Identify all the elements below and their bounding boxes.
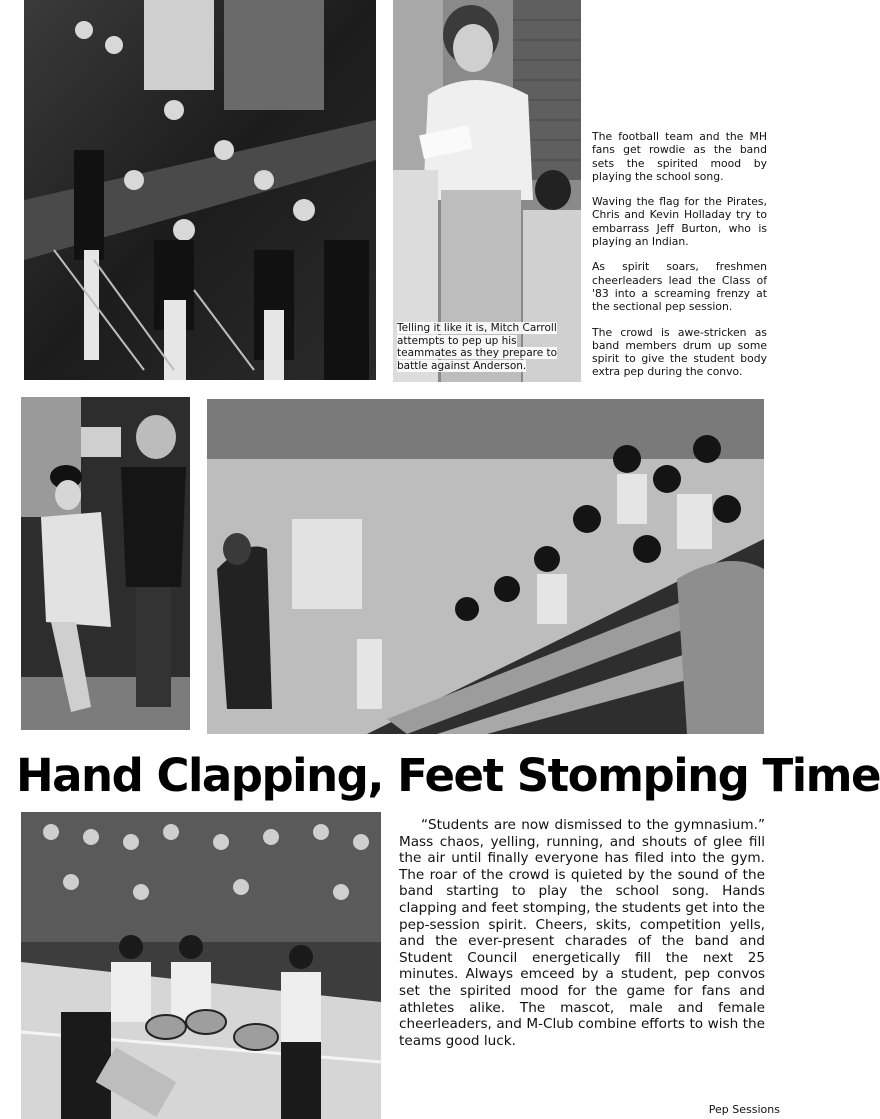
body-paragraph: “Students are now dismissed to the gymnasium.” Mass chaos, yelling, running, and shouts of glee fill the air until finally everyone has filed into the gym. The roar of the crowd is quieted by the sound of the band starting to play the school song. Hands clapping and feet stomping, the students get into the pep-session spirit. Cheers, skits, competition yells, and the ever-present charades of the band and Student Council energetically fill the next 25 minutes. Always emceed by a student, pep convos set the spirited mood for the game for fans and athletes alike. The mascot, male and female cheerleaders, and M-Club combine efforts to wish the teams good luck.: [399, 817, 765, 1049]
photo-skit-dancers: [21, 397, 190, 730]
overlay-caption-text: Telling it like it is, Mitch Carroll attempts to pep up his teammates as they prepare to battle against Anderson.: [397, 322, 558, 372]
photo-band-in-stands: [24, 0, 376, 380]
body-copy: [399, 817, 765, 1049]
band-photo-graphic: [24, 0, 376, 380]
caption-paragraph: The crowd is awe-stricken as band members drum up some spirit to give the student body extra pep during the convo.: [592, 325, 767, 379]
page-folio: Pep Sessions: [708, 1103, 780, 1116]
caption-paragraph: As spirit soars, freshmen cheerleaders lead the Class of '83 into a screaming frenzy at the sectional pep session.: [592, 260, 767, 314]
page-headline: Hand Clapping, Feet Stomping Time: [16, 749, 880, 802]
dancers-photo-graphic: [21, 397, 190, 730]
drums-photo-graphic: [21, 812, 381, 1119]
caption-paragraph: The football team and the MH fans get rowdie as the band sets the spirited mood by playing the school song.: [592, 130, 767, 183]
overlay-caption: [397, 322, 577, 372]
crowd-photo-graphic: [207, 399, 764, 734]
photo-drum-line: [21, 812, 381, 1119]
photo-bleachers-crowd: [207, 399, 764, 734]
caption-column: [592, 130, 767, 391]
caption-paragraph: Waving the flag for the Pirates, Chris and Kevin Holladay try to embarrass Jeff Burton, who is playing an Indian.: [592, 195, 767, 249]
